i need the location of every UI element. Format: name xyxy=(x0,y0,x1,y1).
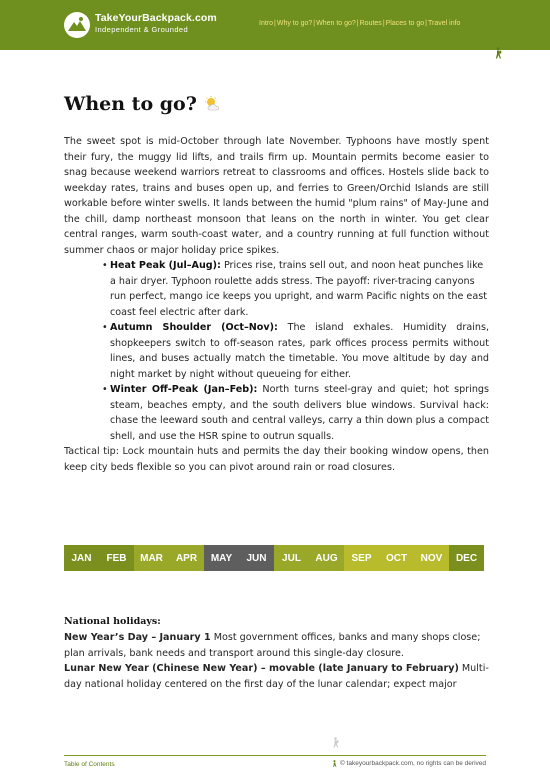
month-apr: APR xyxy=(169,545,204,571)
nav-separator: | xyxy=(425,20,427,27)
season-text: North turns steel-gray and quiet; hot springs steam, beaches empty, and the south delivers blue windows. Survival hack: chase the leeward south and central valleys, carry a thin down plus a compact shell, and use the HSR spine to outrun squalls. xyxy=(110,384,489,442)
tactical-tip: Tactical tip: Lock mountain huts and permits the day their booking window opens, then keep city beds flexible so you can pivot around rain or road closures. xyxy=(64,446,489,473)
holiday-text: Multi-day national holiday centered on the first day of the lunar calendar; expect major xyxy=(64,663,489,690)
nav-places-to-go[interactable]: Places to go xyxy=(385,20,425,27)
season-name: Heat Peak (Jul–Aug): xyxy=(110,260,221,271)
hiker-icon xyxy=(331,737,340,748)
brand-name: TakeYourBackpack.com xyxy=(95,12,217,24)
month-sep: SEP xyxy=(344,545,379,571)
month-aug: AUG xyxy=(309,545,344,571)
brand[interactable] xyxy=(95,12,217,35)
season-text: Prices rise, trains sell out, and noon heat punches like a hair dryer. Typhoon roulette adds stress. The payoff: river-tracing canyons run perfect, mango ice keeps you upright, and warm Pacific nights on the east coast feel electric after dark. xyxy=(110,260,487,318)
nav-separator: | xyxy=(356,20,359,27)
season-name: Winter Off-Peak (Jan–Feb): xyxy=(110,384,258,395)
table-of-contents-link[interactable]: Table of Contents xyxy=(64,761,115,768)
nav-separator: | xyxy=(274,20,276,27)
brand-tagline: Independent & Grounded xyxy=(95,25,189,34)
holiday-item xyxy=(64,661,489,692)
month-dec: DEC xyxy=(449,545,484,571)
nav-separator: | xyxy=(313,20,316,27)
list-item xyxy=(102,258,489,320)
hiker-icon xyxy=(493,47,503,59)
footer-copyright xyxy=(331,760,486,767)
month-jan: JAN xyxy=(64,545,99,571)
national-holidays xyxy=(64,614,489,692)
month-feb: FEB xyxy=(99,545,134,571)
holidays-heading: National holidays: xyxy=(64,616,161,627)
month-nov: NOV xyxy=(414,545,449,571)
list-item xyxy=(102,382,489,444)
list-item xyxy=(102,320,489,382)
nav-intro[interactable]: Intro xyxy=(259,20,274,27)
nav-travel-info[interactable]: Travel info xyxy=(428,20,461,27)
month-jul: JUL xyxy=(274,545,309,571)
intro-paragraph: The sweet spot is mid-October through late November. Typhoons have mostly spent their fury, the muggy lid lifts, and trails firm up. Mountain permits become easier to snag because weekend warriors retreat to classrooms and offices. Hostels slide back to weekday rates, trains and buses open up, and ferries to Green/Orchid Islands are still workable before winter swells. It lands between the humid "plum rains" of May-June and the chill, damp northeast monsoon that leans on the north in winter. You get clear central ranges, warm south-coast water, and a country running at full function without summer chaos or major holiday price spikes. xyxy=(64,136,489,256)
nav-routes[interactable]: Routes xyxy=(359,20,382,27)
page-title xyxy=(64,92,223,116)
copyright-text: © takeyourbackpack.com, no rights can be derived xyxy=(339,760,486,767)
sun-behind-cloud-icon xyxy=(203,96,223,112)
season-text: The island exhales. Humidity drains, shopkeepers switch to off-season rates, park offices process permits without lines, and buses actually match the timetable. You move altitude by day and night market by night without queueing for either. xyxy=(110,322,489,380)
holiday-text: Most government offices, banks and many shops close; plan arrivals, bank needs and transport around this single-day closure. xyxy=(64,632,481,659)
main-content xyxy=(64,134,489,475)
month-oct: OCT xyxy=(379,545,414,571)
season-name: Autumn Shoulder (Oct–Nov): xyxy=(110,322,278,333)
holiday-name: New Year’s Day – January 1 xyxy=(64,632,211,643)
holiday-item xyxy=(64,630,489,661)
month-jun: JUN xyxy=(239,545,274,571)
holiday-name: Lunar New Year (Chinese New Year) – movable (late January to February) xyxy=(64,663,459,674)
site-header xyxy=(0,0,550,50)
seasons-list xyxy=(102,258,489,444)
month-bar xyxy=(64,545,484,571)
page-title-text: When to go? xyxy=(64,93,197,115)
month-mar: MAR xyxy=(134,545,169,571)
hiker-icon xyxy=(331,760,338,767)
month-may: MAY xyxy=(204,545,239,571)
footer-divider xyxy=(64,755,486,756)
top-navigation xyxy=(259,20,460,27)
nav-when-to-go[interactable]: When to go? xyxy=(316,20,356,27)
nav-separator: | xyxy=(382,20,385,27)
logo-icon[interactable] xyxy=(64,12,90,38)
nav-why-to-go[interactable]: Why to go? xyxy=(276,20,313,27)
